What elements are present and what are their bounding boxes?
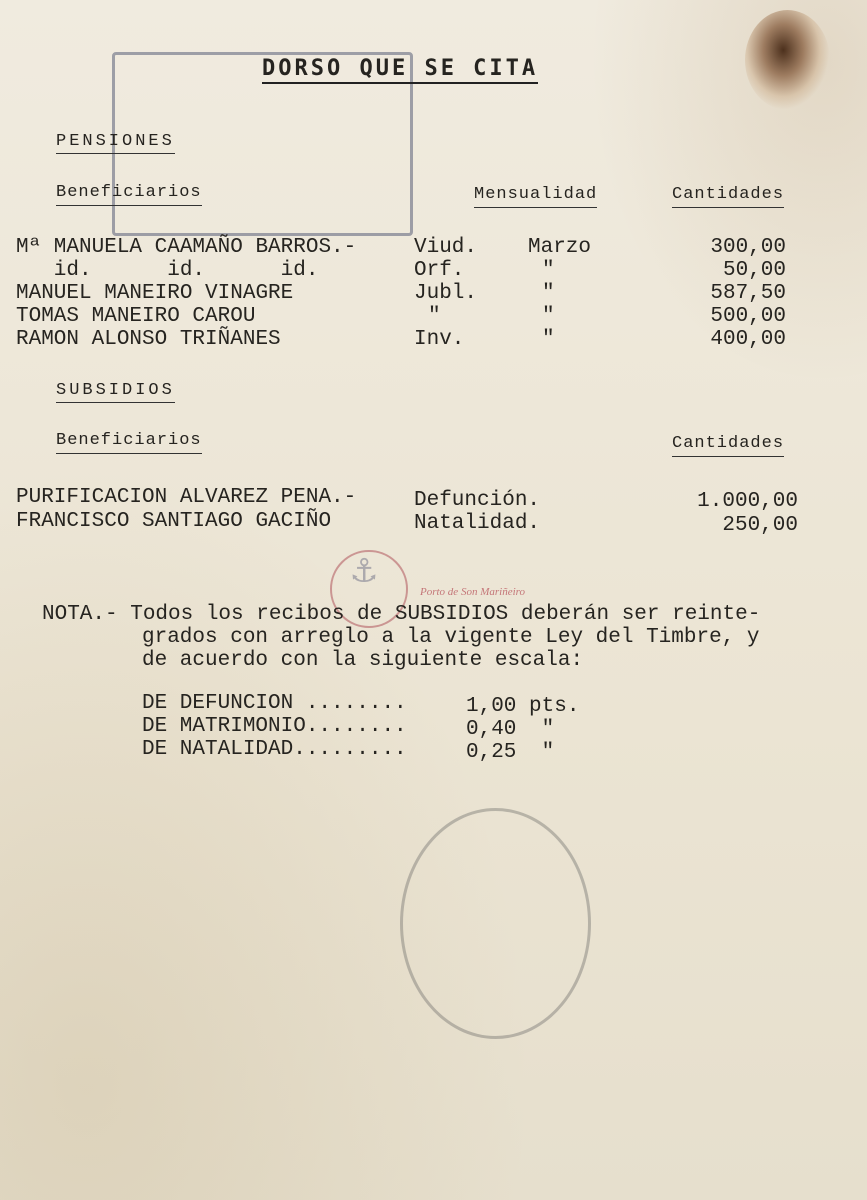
escala-value: 1,00 pts. [466,695,580,718]
escala-value: 0,40 " [466,718,555,741]
pension-row-type: Inv. [414,328,465,351]
subsidio-row-type: Defunción. [414,489,541,512]
pension-row-month: " [542,305,555,328]
pension-row-month: " [542,259,555,282]
pension-row-name: RAMON ALONSO TRIÑANES [16,328,281,351]
nota-line-3: de acuerdo con la siguiente escala: [142,649,584,672]
escala-label: DE NATALIDAD......... [142,738,407,761]
subsidios-col-cantidades: Cantidades [672,434,784,457]
pension-row-name: id. id. id. [16,259,319,282]
pension-row-amount: 500,00 [710,305,786,328]
pension-row-type: " [428,305,441,328]
subsidio-row-type: Natalidad. [414,512,541,535]
logo-watermark-text: Porto de Son Mariñeiro [420,586,525,598]
pension-row-type: Viud. [414,236,478,259]
pensiones-heading: PENSIONES [56,132,175,154]
anchor-icon: ⚓ [352,550,377,595]
pension-row-amount: 400,00 [710,328,786,351]
nota-line-1: NOTA.- Todos los recibos de SUBSIDIOS deberán ser reinte- [42,603,761,626]
pensiones-col-mensualidad: Mensualidad [474,185,597,208]
pension-row-month: Marzo [528,236,592,259]
pension-row-amount: 300,00 [710,236,786,259]
subsidio-row-amount: 1.000,00 [697,490,798,513]
subsidio-row-name: PURIFICACION ALVAREZ PENA.- [16,486,357,509]
escala-label: DE DEFUNCION ........ [142,692,407,715]
pension-row-month: " [542,282,555,305]
pension-row-month: " [542,328,555,351]
subsidio-row-name: FRANCISCO SANTIAGO GACIÑO [16,510,332,533]
pension-row-name: Mª MANUELA CAAMAÑO BARROS.- [16,236,357,259]
subsidios-col-beneficiarios: Beneficiarios [56,431,202,454]
pensiones-col-beneficiarios: Beneficiarios [56,183,202,206]
pension-row-type: Jubl. [414,282,478,305]
nota-line-2: grados con arreglo a la vigente Ley del Timbre, y [142,626,760,649]
ink-stain [745,10,830,110]
circular-stamp [400,808,591,1039]
pension-row-amount: 50,00 [722,259,786,282]
pension-row-type: Orf. [414,259,465,282]
pensiones-col-cantidades: Cantidades [672,185,784,208]
pension-row-amount: 587,50 [710,282,786,305]
subsidios-heading: SUBSIDIOS [56,381,175,403]
escala-label: DE MATRIMONIO........ [142,715,407,738]
pension-row-name: MANUEL MANEIRO VINAGRE [16,282,294,305]
escala-value: 0,25 " [466,741,555,764]
subsidio-row-amount: 250,00 [722,514,798,537]
page-title: DORSO QUE SE CITA [262,56,538,84]
pension-row-name: TOMAS MANEIRO CAROU [16,305,256,328]
